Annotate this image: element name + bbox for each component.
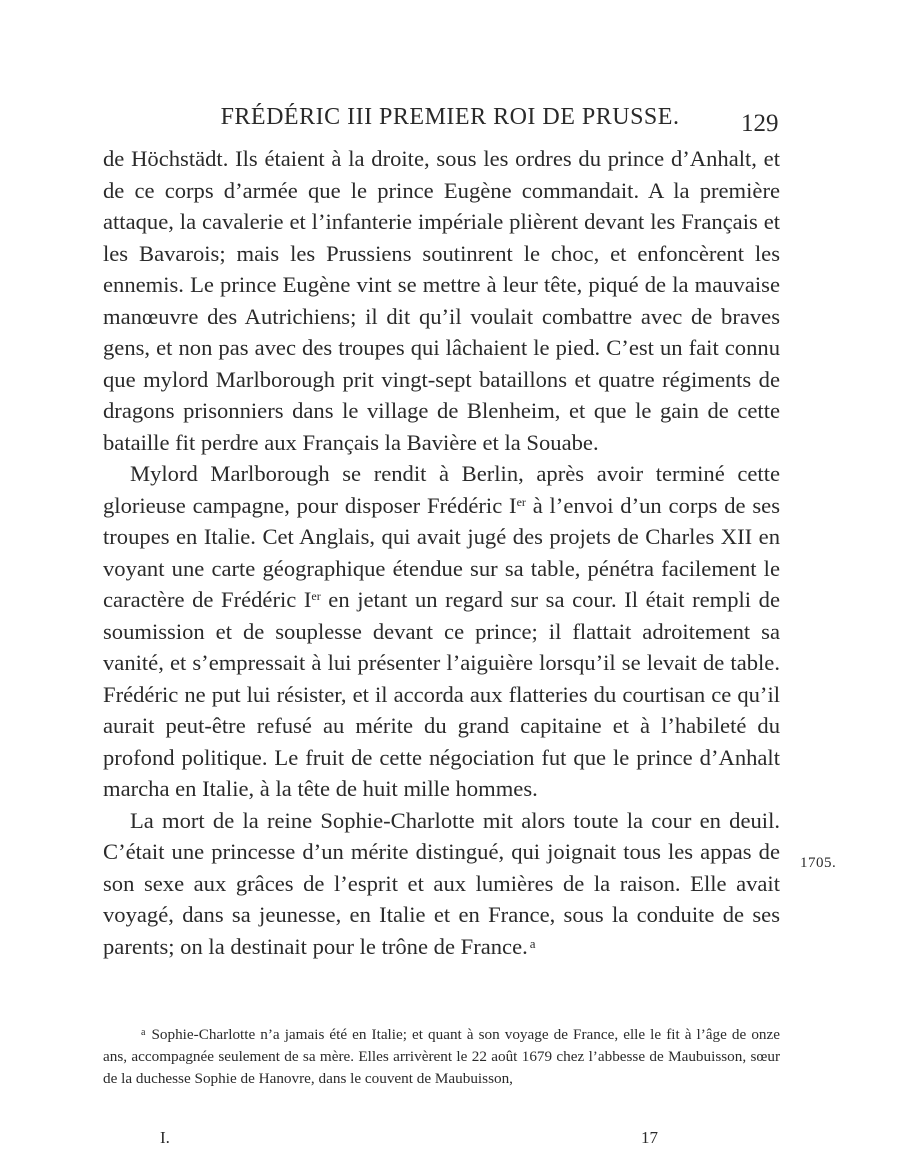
footnote	[103, 1024, 780, 1090]
footnote-mark: a	[141, 1027, 146, 1038]
paragraph-2-part-1: Mylord Marlborough se rendit à Berlin, après avoir terminé cette glorieuse campagne, pour disposer Frédéric I	[103, 461, 780, 518]
footnote-text: Sophie-Charlotte n’a jamais été en Italie; et quant à son voyage de France, elle le fit à l’âge de onze ans, accompagnée seulement de sa mère. Elles arrivèrent le 22 août 1679 chez l’abbesse de Maubuisson, sœur de la duchesse Sophie de Hanovre, dans le couvent de Maubuisson,	[103, 1026, 780, 1087]
margin-date-note: 1705.	[800, 855, 837, 871]
superscript-er-1: er	[516, 494, 526, 509]
page-number: 129	[741, 110, 779, 137]
paragraph-1: de Höchstädt. Ils étaient à la droite, sous les ordres du prince d’Anhalt, et de ce corps d’armée que le prince Eugène commandait. A la première attaque, la cavalerie et l’infanterie impériale plièrent devant les Français et les Bavarois; mais les Prussiens soutinrent le choc, et enfoncèrent les ennemis. Le prince Eugène vint se mettre à leur tête, piqué de la mauvaise manœuvre des Autrichiens; il dit qu’il voulait combattre avec de braves gens, et non pas avec des troupes qui lâchaient le pied. C’est un fait connu que mylord Marlborough prit vingt-sept bataillons et quatre régiments de dragons prisonniers dans le village de Blenheim, et que le gain de cette bataille fit perdre aux Français la Bavière et la Souabe.	[103, 146, 780, 455]
paragraph-2-part-2: à l’envoi d’un corps de ses troupes en Italie. Cet Anglais, qui avait jugé des projets de Charles XII en voyant une carte géographique étendue sur sa table, pénétra facilement le caractère de Frédéric I	[103, 492, 780, 612]
running-head-title: FRÉDÉRIC III PREMIER ROI DE PRUSSE.	[220, 104, 680, 130]
volume-label: I.	[160, 1128, 170, 1147]
paragraph-3	[103, 805, 780, 963]
superscript-er-2: er	[311, 589, 321, 603]
footnote-reference: a	[529, 935, 536, 951]
paragraph-3-text: La mort de la reine Sophie-Charlotte mit alors toute la cour en deuil. C’était une princesse d’un mérite distingué, qui joignait tous les appas de son sexe aux grâces de l’esprit et aux lumières de la raison. Elle avait voyagé, dans sa jeunesse, en Italie et en France, sous la conduite de ses parents; on la destinait pour le trône de France.	[103, 807, 780, 959]
paragraph-2	[103, 458, 780, 805]
main-text	[103, 143, 780, 962]
paragraph-2-part-3: en jetant un regard sur sa cour. Il était rempli de soumission et de souplesse devant ce prince; il flattait adroitement sa vanité, et s’empressait à lui présenter l’aiguière lorsqu’il se levait de table. Frédéric ne put lui résister, et il accorda aux flatteries du courtisan ce qu’il aurait peut-être refusé au mérite du grand capitaine et à l’habileté du profond politique. Le fruit de cette négociation fut que le prince d’Anhalt marcha en Italie, à la tête de huit mille hommes.	[103, 587, 780, 801]
signature-mark: 17	[641, 1128, 658, 1147]
footnote-paragraph	[103, 1024, 780, 1090]
